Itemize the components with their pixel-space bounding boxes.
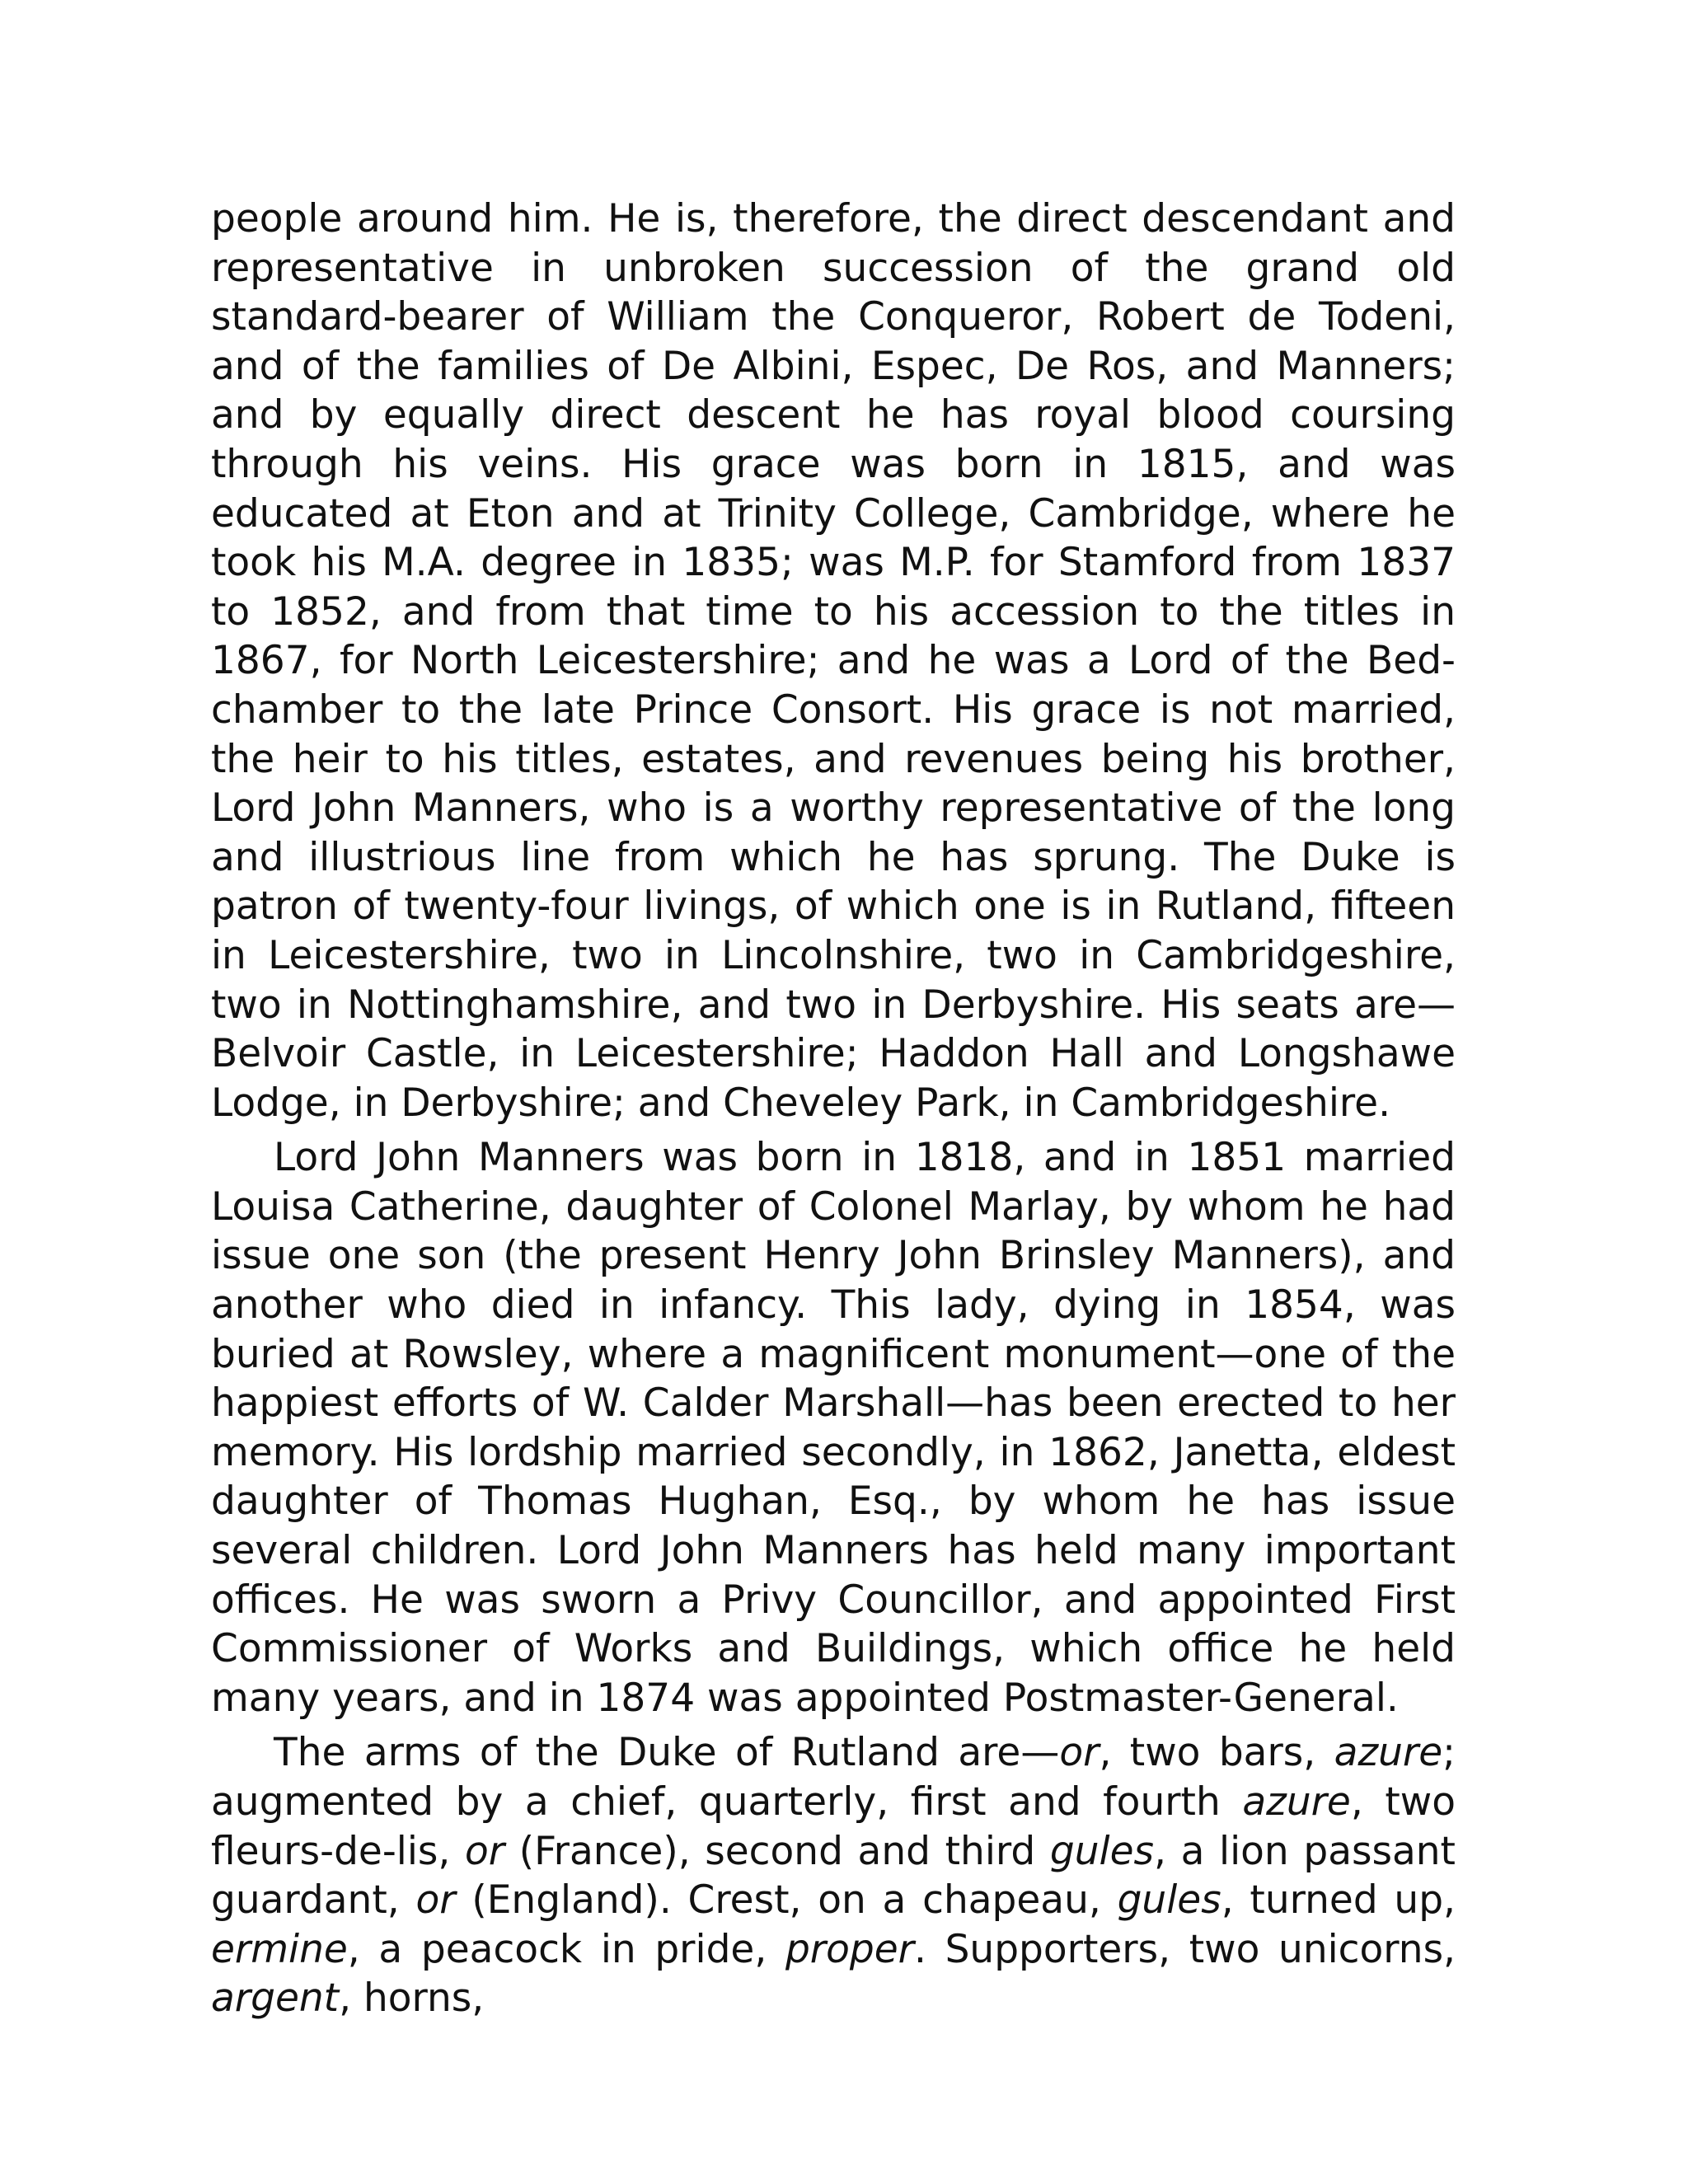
italic-term: gules [1049, 1828, 1154, 1874]
text-segment: , a peacock in pride, [347, 1926, 785, 1972]
italic-term: or [464, 1828, 505, 1874]
text-segment: Lord John Manners was born in 1818, and in 1851 married Louisa Catherine, daughter of Colonel Marlay, by whom he had issue one son (the present Henry John Brinsley Manners), and another who died in infancy. This lady, dying in 1854, was buried at Rowsley, where a magnificent monument—one of the happiest efforts of W. Calder Marshall—has been erected to her memory. His lordship married secondly, in 1862, Janetta, eldest daughter of Thomas Hughan, Esq., by whom he has issue several children. Lord John Manners has held many important offices. He was sworn a Privy Councillor, and appointed First Commissioner of Works and Buildings, which office he held many years, and in 1874 was appointed Postmaster-General. [211, 1135, 1456, 1721]
italic-term: argent [211, 1975, 340, 2022]
page-body [211, 194, 1456, 2023]
text-segment: , horns, [339, 1975, 485, 2022]
text-segment: , two bars, [1099, 1730, 1334, 1776]
text-segment: , two fleurs-de-lis, [211, 1779, 1456, 1874]
paragraph [211, 1728, 1456, 2023]
italic-term: ermine [211, 1926, 348, 1972]
paragraph [211, 194, 1456, 1127]
italic-term: or [415, 1877, 456, 1924]
text-segment: . Supporters, two unicorns, [913, 1926, 1456, 1972]
italic-term: gules [1117, 1877, 1221, 1924]
paragraph [211, 1133, 1456, 1722]
italic-term: proper [785, 1926, 914, 1972]
italic-term: azure [1242, 1779, 1351, 1825]
text-segment: The arms of the Duke of Rutland are— [274, 1730, 1060, 1776]
text-segment: (England). Crest, on a chapeau, [455, 1877, 1118, 1924]
italic-term: azure [1334, 1730, 1443, 1776]
text-segment: ; augmented by a chief, quarterly, first and fourth [211, 1730, 1456, 1825]
text-segment: , a lion passant guardant, [211, 1828, 1456, 1924]
text-segment: , turned up, [1221, 1877, 1456, 1924]
text-segment: (France), second and third [504, 1828, 1050, 1874]
text-segment: people around him. He is, therefore, the direct descendant and representative in unbroken succession of the grand old standard-bearer of William the Conqueror, Robert de Todeni, and of the families of De Albini, Espec, De Ros, and Manners; and by equally direct descent he has royal blood coursing through his veins. His grace was born in 1815, and was educated at Eton and at Trinity College, Cambridge, where he took his M.A. degree in 1835; was M.P. for Stamford from 1837 to 1852, and from that time to his accession to the titles in 1867, for North Leicestershire; and he was a Lord of the Bed-chamber to the late Prince Consort. His grace is not married, the heir to his titles, estates, and revenues being his brother, Lord John Manners, who is a worthy representative of the long and illustrious line from which he has sprung. The Duke is patron of twenty-four livings, of which one is in Rutland, fifteen in Leicestershire, two in Lincolnshire, two in Cambridgeshire, two in Nottinghamshire, and two in Derbyshire. His seats are—Belvoir Castle, in Leicestershire; Haddon Hall and Longshawe Lodge, in Derbyshire; and Cheveley Park, in Cambridgeshire. [211, 196, 1456, 1126]
italic-term: or [1059, 1730, 1100, 1776]
